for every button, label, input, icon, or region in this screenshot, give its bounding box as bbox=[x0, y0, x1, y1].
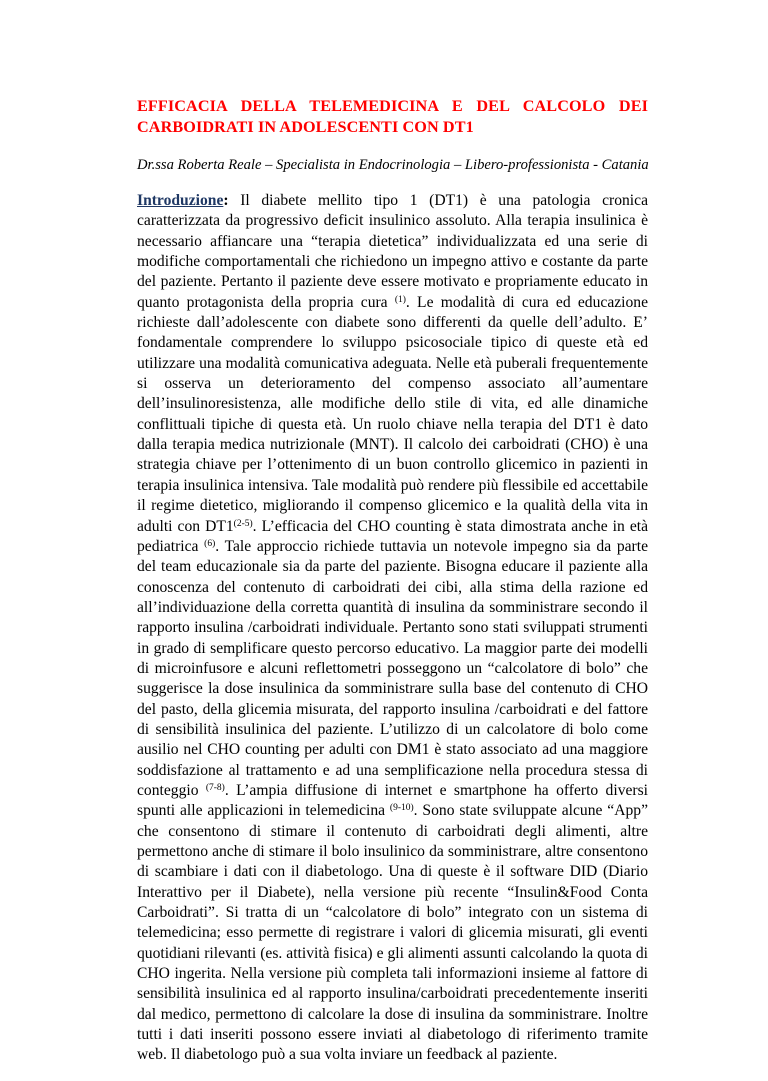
introduction-paragraph bbox=[137, 191, 648, 1066]
title-line-1: EFFICACIA DELLA TELEMEDICINA E DEL CALCOLO DEI bbox=[137, 97, 648, 115]
introduction-heading: Introduzione bbox=[137, 192, 224, 209]
intro-text-1: Il diabete mellito tipo 1 (DT1) è una patologia cronica caratterizzata da progressivo deficit insulinico assoluto. Alla terapia insulinica è necessario affiancare una “terapia dietetica” individualizzata ed una serie di modifiche comportamentali che richiedono un impegno attivo e costante da parte del paziente. Pertanto il paziente deve essere motivato e propriamente educato in quanto protagonista della propria cura bbox=[137, 192, 648, 311]
author-line: Dr.ssa Roberta Reale – Specialista in Endocrinologia – Libero-professionista - Catania bbox=[137, 157, 649, 173]
reference-7-8: (7-8) bbox=[205, 782, 225, 793]
intro-text-6: . Sono state sviluppate alcune “App” che consentono di stimare il contenuto di carboidrati degli alimenti, altre permettono anche di stimare il bolo insulinico da somministrare, altre consentono di scambiare i dati con il diabetologo. Una di queste è il software DID (Diario Interattivo per il Diabete), nella versione più recente “Insulin&Food Conta Carboidrati”. Si tratta di un “calcolatore di bolo” integrato con un sistema di telemedicina; esso permette di registrare i valori di glicemia misurati, gli eventi quotidiani rilevanti (es. attività fisica) e gli alimenti assunti calcolando la quota di CHO ingerita. Nella versione più completa tali informazioni insieme al fattore di sensibilità insulinica ed al rapporto insulina/carboidrati precedentemente inseriti dal medico, permettono di calcolare la dose di insulina da somministrare. Inoltre tutti i dati inseriti possono essere inviati al diabetologo di riferimento tramite web. Il diabetologo può a sua volta inviare un feedback al paziente. bbox=[137, 802, 648, 1064]
reference-6: (6) bbox=[204, 538, 216, 549]
title-line-2: CARBOIDRATI IN ADOLESCENTI CON DT1 bbox=[137, 118, 474, 136]
intro-text-4: . Tale approccio richiede tuttavia un notevole impegno sia da parte del team educazionale sia da parte del paziente. Bisogna educare il paziente alla conoscenza del contenuto di carboidrati dei cibi, alla stima della razione ed all’individuazione della corretta quantità di insulina da somministrare secondo il rapporto insulina /carboidrati individuale. Pertanto sono stati sviluppati strumenti in grado di semplificare questo percorso educativo. La maggior parte dei modelli di microinfusore e alcuni reflettometri posseggono un “calcolatore di bolo” che suggerisce la dose insulinica da somministrare sulla base del contenuto di CHO del pasto, della glicemia misurata, del rapporto insulina /carboidrati e del fattore di sensibilità insulinica del paziente. L’utilizzo di un calcolatore di bolo come ausilio nel CHO counting per adulti con DM1 è stato associato ad una maggiore soddisfazione al trattamento e ad una semplificazione nella procedura stessa di conteggio bbox=[137, 537, 648, 799]
intro-text-2: . Le modalità di cura ed educazione richieste dall’adolescente con diabete sono differenti da quelle dell’adulto. E’ fondamentale comprendere lo sviluppo psicosociale tipico di queste età ed utilizzare una modalità comunicativa adeguata. Nelle età puberali frequentemente si osserva un deterioramento del compenso associato all’aumentare dell’insulinoresistenza, alle modifiche dello stile di vita, ed alle dinamiche conflittuali tipiche di questa età. Un ruolo chiave nella terapia del DT1 è dato dalla terapia medica nutrizionale (MNT). Il calcolo dei carboidrati (CHO) è una strategia chiave per l’ottenimento di un buon controllo glicemico in pazienti in terapia insulinica intensiva. Tale modalità può rendere più flessibile ed accettabile il regime dietetico, migliorando il compenso glicemico e la qualità della vita in adulti con DT1 bbox=[137, 293, 649, 535]
document-title bbox=[137, 96, 648, 138]
reference-9-10: (9-10) bbox=[389, 803, 414, 814]
reference-2-5: (2-5) bbox=[233, 518, 253, 529]
intro-text-3: . L’efficacia del CHO counting è stata dimostrata anche in età pediatrica bbox=[137, 517, 648, 555]
introduction-colon: : bbox=[223, 192, 229, 209]
document-page bbox=[137, 96, 648, 1081]
intro-text-5: . L’ampia diffusione di internet e smartphone ha offerto diversi spunti alle applicazioni in telemedicina bbox=[137, 781, 649, 820]
reference-1: (1) bbox=[394, 294, 406, 305]
